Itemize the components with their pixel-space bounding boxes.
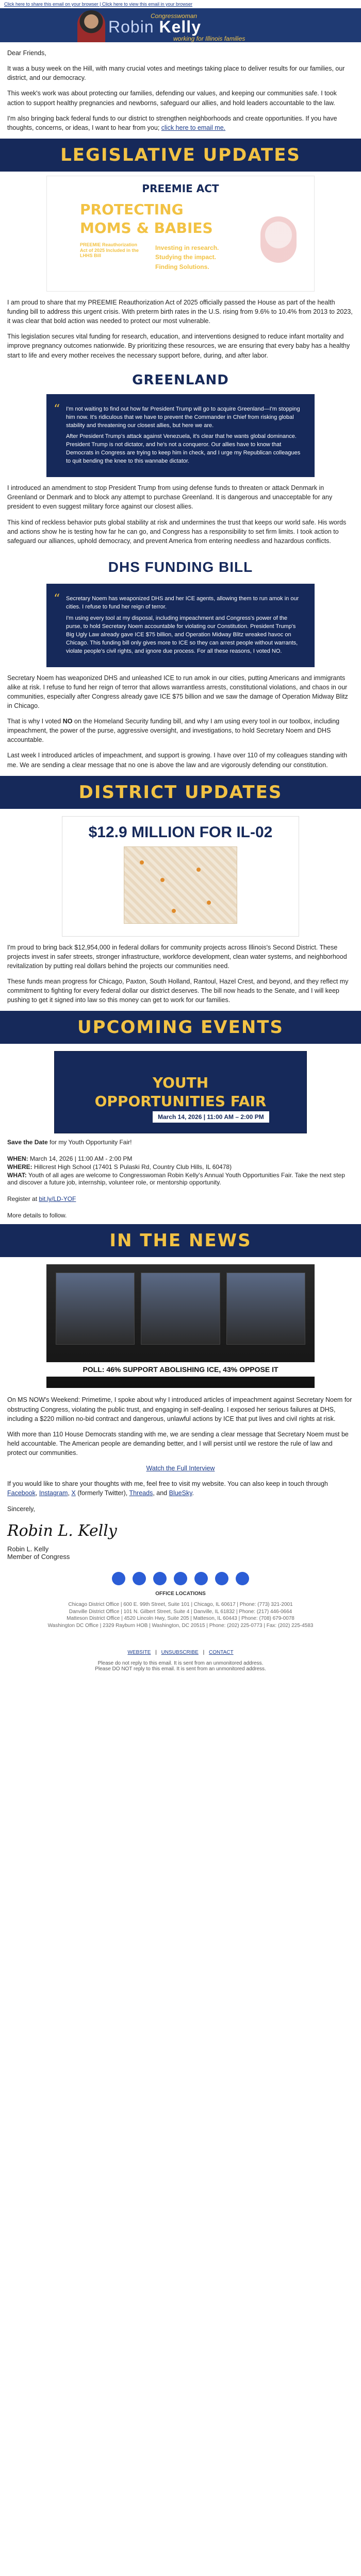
district-map [124,846,237,924]
event-where-value: Hillcrest High School (17401 S Pulaski Rd, Country Club Hills, IL 60478) [34,1163,232,1171]
event-where [7,1163,354,1171]
youth-fair-title-1: YOUTH [152,1074,209,1092]
closing-section [0,1479,361,1560]
spacer [7,1187,354,1194]
facebook-icon[interactable] [112,1572,125,1585]
banner-upcoming-events: UPCOMING EVENTS [0,1011,361,1044]
first-name: Robin [108,18,154,36]
watch-interview-link[interactable]: Watch the Full Interview [146,1465,215,1472]
preemie-title: PREEMIE ACT [142,182,219,195]
office-line: Danville District Office | 101 N. Gilbert Street, Suite 4 | Danville, IL 61832 | Phone: (217) 446-0664 [69,1608,292,1615]
intro-p2: This week's work was about protecting our families, defending our values, and keeping our communities safe. I took action to support healthy pregnancies and newborns, safeguard our allies, and hold leaders accountable to the law. [7,90,337,107]
congresswoman-label: Congresswoman [151,12,198,20]
youth-fair-date-badge: March 14, 2026 | 11:00 AM – 2:00 PM [153,1111,269,1123]
instagram-icon[interactable] [153,1572,167,1585]
portrait-image [77,10,105,42]
register-prefix: Register at [7,1195,39,1203]
preemie-bullet: Investing in research. [155,244,219,251]
x-link[interactable]: X [71,1489,76,1497]
website-link[interactable]: WEBSITE [127,1650,151,1656]
dhs-quote [46,584,315,667]
signature: Robin L. Kelly [7,1521,117,1540]
preemie-section [0,176,361,360]
video-panel [56,1273,135,1345]
flickr-icon[interactable] [194,1572,208,1585]
map-pin [196,868,201,872]
dhs-title: DHS FUNDING BILL [108,558,253,575]
event-when [7,1155,354,1162]
closing-p1: If you would like to share your thoughts with me, feel free to visit my website. You can also keep in touch through Facebook, Instagram, X (formerly Twitter), Threads, and BlueSky. [7,1480,328,1497]
register-link[interactable]: bit.ly/LD-YOF [39,1195,76,1203]
dhs-p2-suffix: on the Homeland Security funding bill, and why I am using every tool in our toolbox, including impeachment, the power of the purse, aggressive oversight, and investigations, to hold Secretary Noem and DHS accountable. [7,718,340,744]
social-icons [0,1572,361,1585]
save-the-date-text: for my Youth Opportunity Fair! [47,1139,132,1146]
event-where-label: WHERE: [7,1163,32,1171]
save-the-date-label: Save the Date [7,1139,48,1146]
office-line: Matteson District Office | 4520 Lincoln Hwy, Suite 205 | Matteson, IL 60443 | Phone: (708) 679-0078 [67,1616,294,1622]
instagram-link[interactable]: Instagram [39,1489,68,1497]
video-panel [141,1273,220,1345]
map-pin [160,878,165,882]
event-what-value: Youth of all ages are welcome to Congresswoman Robin Kelly's Annual Youth Opportunities Fair. Take the next step and discover a future job, internship, volunteer role, or mentorship opportunity. [7,1172,345,1187]
video-panels [56,1273,305,1345]
district-p1: I'm proud to bring back $12,954,000 in federal dollars for community projects across Illinois's Second District. These projects invest in safer streets, stronger infrastructure, workforce development, clean water systems, and neighborhood revitalization by putting real dollars behind the projects our communities need. [7,943,347,970]
event-what-label: WHAT: [7,1172,27,1179]
intro-p3 [7,114,354,132]
x-note: (formerly Twitter), [75,1489,129,1497]
dhs-p2-bold: NO [62,718,73,725]
watch-interview [7,1464,354,1473]
footer-small2: Please DO NOT reply to this email. It is sent from an unmonitored address. [95,1666,266,1672]
email-me-link[interactable]: click here to email me. [161,124,226,131]
preemie-sub: PREEMIE Reauthorization Act of 2025 Included in the LHHS Bill [80,242,139,259]
intro-section [0,48,361,132]
sincerely: Sincerely, [7,1505,35,1513]
news-p1: On MS NOW's Weekend: Primetime, I spoke about why I introduced articles of impeachment against Secretary Noem for obstructing Congress, violating the public trust, and engaging in self-dealing. I exposed her serious failures at DHS, including a $220 million no-bid contract and dangerous, unlawful actions by ICE that put lives and civil rights at risk. [7,1396,352,1422]
greeting: Dear Friends, [7,49,46,57]
save-the-date [7,1139,354,1146]
events-section [0,1051,361,1219]
last-name: Kelly [159,18,201,36]
quote-mark-icon: “ [54,591,60,606]
threads-link[interactable]: Threads [129,1489,153,1497]
dhs-p2 [7,717,354,744]
offices-title: OFFICE LOCATIONS [155,1590,206,1597]
video-panel [226,1273,305,1345]
preemie-p1: I am proud to share that my PREEMIE Reauthorization Act of 2025 officially passed the House as part of the health funding bill to address this urgent crisis. With preterm birth rates in the U.S. rising from 9.6% to 10.4% from 2013 to 2023, it was clear that bold action was needed to protect our most vulnerable. [7,298,353,325]
news-p2: With more than 110 House Democrats standing with me, we are sending a clear message that Secretary Noem must be held accountable. The American people are demanding better, and I will persist until we restore the rule of law and protect our communities. [7,1430,349,1456]
greenland-quote [46,394,315,478]
dhs-section [0,559,361,770]
footer-links: WEBSITE | UNSUBSCRIBE | CONTACT [127,1650,234,1656]
intro-p1: It was a busy week on the Hill, with many crucial votes and meetings taking place to deliver results for our families, our district, and our democracy. [7,65,345,82]
share-link[interactable]: Click here to share this email on your browser | Click here to view this email in your browser [4,2,192,7]
greenland-quote-p2: After President Trump's attack against Venezuela, it's clear that he wants global dominance. President Trump is not dictator, and he's not a conqueror. Our allies have to know that Democrats in Congress are trying to keep him in check, and I urge my Republican colleagues to quit bending the knee to this wannabe dictator. [66,433,301,465]
closing-p1-prefix: If you would like to share your thoughts with me, feel free to visit my website. You can also keep in touch through [7,1480,328,1488]
dhs-p2-prefix: That is why I voted [7,718,63,725]
banner-in-the-news: IN THE NEWS [0,1224,361,1257]
district-card-title: $12.9 MILLION FOR IL-02 [88,823,273,841]
event-when-label: WHEN: [7,1155,28,1163]
office-line: Washington DC Office | 2329 Rayburn HOB | Washington, DC 20515 | Phone: (202) 225-0773 | Fax: (202) 225-4583 [47,1622,314,1629]
greenland-section [0,366,361,546]
preemie-title-line2: PROTECTING [80,200,184,218]
map-pin [140,860,144,865]
banner-district-updates: DISTRICT UPDATES [0,776,361,809]
event-more: More details to follow. [7,1212,67,1219]
greenland-p1: I introduced an amendment to stop President Trump from using defense funds to threaten or attack Denmark in Greenland or Denmark and to block any attempt to purchase Greenland. It is dangerous and unacceptable for any president to even suggest military force against our closest allies. [7,484,333,511]
map-pin [172,909,176,913]
bluesky-icon[interactable] [236,1572,249,1585]
dhs-quote-p1: Secretary Noem has weaponized DHS and her ICE agents, allowing them to run amok in our cities. I refuse to fund her reign of terror. [66,595,299,610]
preemie-title-line3: MOMS & BABIES [80,219,213,236]
greenland-title: GREENLAND [132,372,229,388]
youth-fair-graphic [54,1051,307,1133]
preemie-p2: This legislation secures vital funding for research, education, and interventions designed to reduce infant mortality and improve pregnancy outcomes nationwide. By prioritizing these resources, we are ensuring that every baby has a healthy start to life and every mother receives the necessary support before, during, and after labor. [7,333,350,359]
district-card [62,816,299,937]
preemie-bullets [155,243,219,272]
dhs-quote-p2: I'm using every tool at my disposal, including impeachment and Congress's power of the purse, to hold Secretary Noem accountable for violating our Constitution. President Trump's Big Ugly Law already gave ICE $75 billion, and Operation Midway Blitz wreaked havoc on Chicago. This funding bill only gives more to ICE so they can arrest people without warrants, violate people's civil rights, and ignore due process. For all these reasons, I voted NO. [66,615,298,654]
dhs-p1: Secretary Noem has weaponized DHS and unleashed ICE to run amok in our cities, putting Americans and immigrants alike at risk. I refuse to fund her reign of terror that allows warrantless arrests, constitutional violations, and chaos in our communities, especially after Congress already gave ICE $75 billion and we saw the damage of Operation Midway Blitz in Chicago. [7,674,348,709]
closing-title: Member of Congress [7,1552,70,1561]
and-text: , and [153,1489,169,1497]
topbar [0,0,361,8]
district-section [0,816,361,1005]
banner-legislative-updates: LEGISLATIVE UPDATES [0,139,361,172]
preemie-graphic [46,176,315,292]
greenland-p2: This kind of reckless behavior puts global stability at risk and undermines the trust that keeps our world safe. His words and actions show he is testing how far he can go, and Congress has a responsibility to set firm limits. I took action to safeguard our alliances, uphold democracy, and prevent America from entering needless and hazardous conflicts. [7,518,347,545]
threads-icon[interactable] [215,1572,228,1585]
news-video[interactable] [46,1264,315,1388]
spacer [7,1147,354,1154]
video-ticker: POLL: 46% SUPPORT ABOLISHING ICE, 43% OPPOSE IT [46,1362,315,1377]
intro-p3-text: I'm also bringing back federal funds to our district to strengthen neighborhoods and create opportunities. If you have thoughts, concerns, or ideas, I want to hear from you; [7,114,337,131]
spacer [7,1204,354,1211]
youtube-icon[interactable] [174,1572,187,1585]
greenland-quote-p1: I'm not waiting to find out how far President Trump will go to acquire Greenland—I'm stopping him now. It's ridiculous that we have to prevent the Commander in Chief from risking global stability and threatening our closest allies, but here we are. [66,405,300,429]
baby-illustration [260,216,297,263]
contact-link[interactable]: CONTACT [208,1650,234,1656]
event-when-value: March 14, 2026 | 11:00 AM - 2:00 PM [30,1155,133,1163]
quote-mark-icon: “ [54,401,60,416]
youth-fair-title-2: OPPORTUNITIES FAIR [94,1093,267,1110]
event-details [7,1139,354,1219]
news-section [0,1264,361,1473]
map-pin [207,901,211,905]
header-name [108,18,201,37]
dhs-p3: Last week I introduced articles of impeachment, and support is growing. I have over 110 of my colleagues standing with me. We are sending a clear message that no one is above the law and are vigorously defending our constitution. [7,752,348,769]
event-what [7,1172,354,1186]
x-icon[interactable] [133,1572,146,1585]
tagline: working for Illinois families [173,35,245,42]
district-p2: These funds mean progress for Chicago, Paxton, South Holland, Rantoul, Hazel Crest, and beyond, and they reflect my commitment to fighting for every federal dollar our district deserves. The bill now heads to the Senate, and I will keep pushing to get it signed into law so this money can get to work for our families. [7,978,349,1004]
unsubscribe-link[interactable]: UNSUBSCRIBE [161,1650,199,1656]
preemie-bullet: Studying the impact. [155,253,217,261]
office-locations [0,1590,361,1645]
preemie-bullet: Finding Solutions. [155,263,209,271]
header-banner [0,8,361,42]
footer-privacy: Please do not reply to this email. It is sent from an unmonitored address. [97,1660,264,1667]
event-register [7,1195,354,1202]
bluesky-link[interactable]: BlueSky [169,1489,192,1497]
closing-name: Robin L. Kelly [7,1545,49,1553]
facebook-link[interactable]: Facebook [7,1489,36,1497]
office-line: Chicago District Office | 600 E. 99th Street, Suite 101 | Chicago, IL 60617 | Phone: (773) 321-2001 [68,1602,293,1608]
